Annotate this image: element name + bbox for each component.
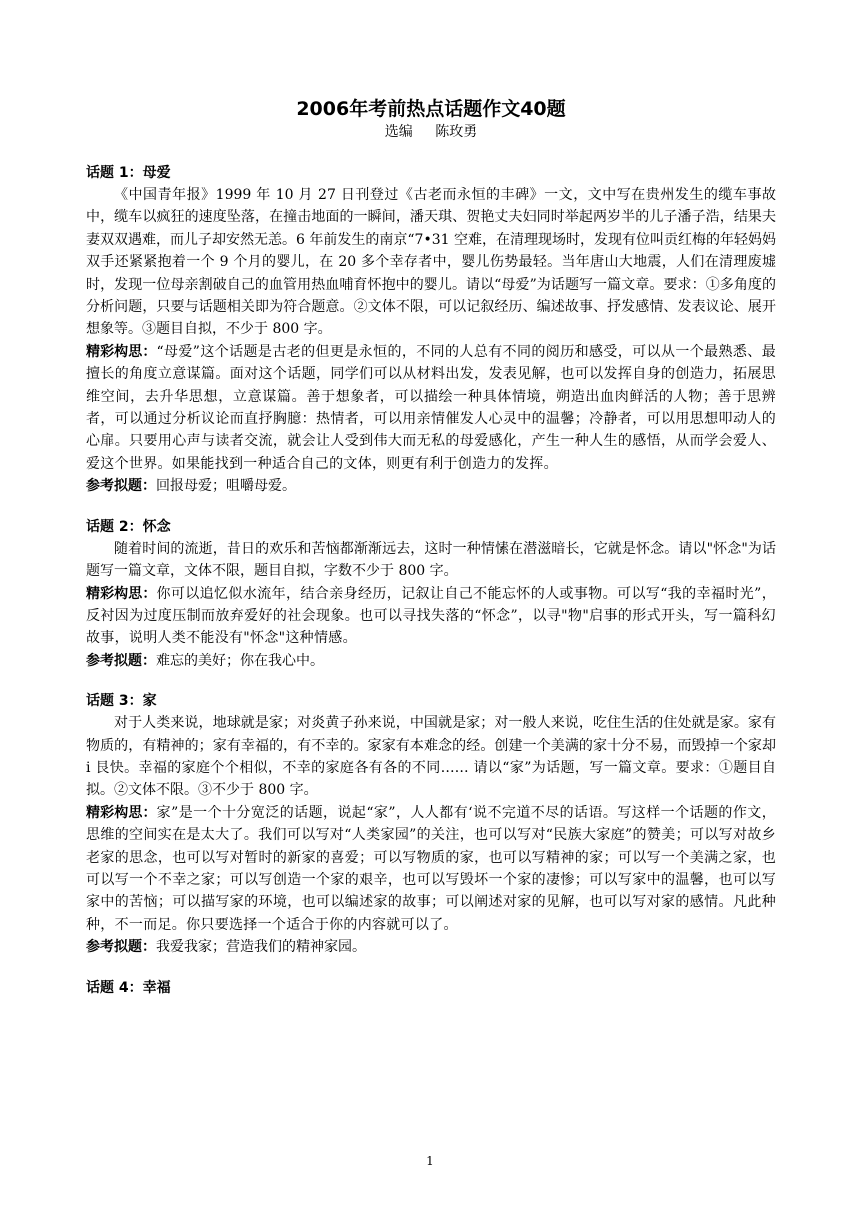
topic-3 <box>86 690 776 958</box>
idea-text: “母爱”这个话题是古老的但更是永恒的，不同的人总有不同的阅历和感受，可以从一个最熟悉、最擅长的角度立意谋篇。面对这个话题，同学们可以从材料出发，发表见解，也可以发挥自身的创造力，拓展思维空间，去升华思想，立意谋篇。善于想象者，可以描绘一种具体情境，朔造出血肉鲜活的人物；善于思辨者，可以通过分析议论而直抒胸臆：热情者，可以用亲情催发人心灵中的温馨；冷静者，可以用思想叩动人的心扉。只要用心声与读者交流，就会让人受到伟大而无私的母爱感化，产生一种人生的感悟，从而学会爱人、爱这个世界。如果能找到一种适合自己的文体，则更有利于创造力的发挥。 <box>86 343 776 472</box>
topic-2 <box>86 516 776 672</box>
idea-paragraph <box>86 802 776 936</box>
idea-text: 你可以追忆似水流年，结合亲身经历，记叙让自己不能忘怀的人或事物。可以写“我的幸福时光”，反衬因为过度压制而放弃爱好的社会现象。也可以寻找失落的“怀念”，以寻"物"启事的形式开头，写一篇科幻故事，说明人类不能没有"怀念"这种情感。 <box>86 585 776 647</box>
topic-heading: 话题 2：怀念 <box>86 518 171 535</box>
topic-heading: 话题 3：家 <box>86 693 157 710</box>
topic-heading: 话题 4：幸福 <box>86 979 171 996</box>
topic-prompt: 随着时间的流逝，昔日的欢乐和苦恼都渐渐远去，这时一种情愫在潜滋暗长，它就是怀念。请以"怀念"为话题写一篇文章，文体不限，题目自拟，字数不少于 800 字。 <box>86 540 776 580</box>
idea-label: 精彩构思： <box>86 804 157 821</box>
document-title: 2006年考前热点话题作文40题 <box>296 98 566 120</box>
idea-label: 精彩构思： <box>86 585 157 602</box>
topic-prompt: 《中国青年报》1999 年 10 月 27 日刊登过《古老而永恒的丰碑》一文，文中写在贵州发生的缆车事故中，缆车以疯狂的速度坠落，在撞击地面的一瞬间，潘天琪、贺艳丈夫妇同时举起两岁半的儿子潘子浩，结果夫妻双双遇难，而儿子却安然无恙。6 年前发生的南京“7•31 空难，在清理现场时，发现有位叫贡红梅的年轻妈妈双手还紧紧抱着一个 9 个月的婴儿，在 20 多个幸存者中，婴儿伤势最轻。当年唐山大地震，人们在清理废墟时，发现一位母亲割破自己的血管用热血哺育怀抱中的婴儿。请以“母爱”为话题写一篇文章。要求：①多角度的分析问题，只要与话题相关即为符合题意。②文体不限，可以记叙经历、编述故事、抒发感情、发表议论、展开想象等。③题目自拟，不少于 800 字。 <box>86 187 776 338</box>
reference-text: 我爱我家；营造我们的精神家园。 <box>156 939 366 956</box>
topic-prompt: 对于人类来说，地球就是家；对炎黄子孙来说，中国就是家；对一般人来说，吃住生活的住处就是家。家有物质的，有精神的；家有幸福的，有不幸的。家家有本难念的经。创建一个美满的家十分不易，而毁掉一个家却 i 艮快。幸福的家庭个个相似，不幸的家庭各有各的不同…… 请以“家”为话题，写一篇文章。要求：①题目自拟。②文体不限。③不少于 800 字。 <box>86 715 776 799</box>
topic-1 <box>86 162 776 498</box>
reference-text: 回报母爱；咀嚼母爱。 <box>156 478 296 495</box>
idea-paragraph <box>86 583 776 650</box>
idea-label: 精彩构思： <box>86 343 157 360</box>
reference-label: 参考拟题： <box>86 939 156 956</box>
reference-paragraph <box>86 936 776 958</box>
reference-paragraph <box>86 650 776 672</box>
document-subtitle: 选编 陈玫勇 <box>384 124 478 140</box>
topic-heading: 话题 1：母爱 <box>86 165 171 181</box>
page-number: 1 <box>426 1154 434 1168</box>
reference-text: 难忘的美好；你在我心中。 <box>156 652 324 669</box>
idea-text: 家”是一个十分宽泛的话题，说起“家”，人人都有‘说不完道不尽的话语。写这样一个话题的作文，思维的空间实在是太大了。我们可以写对“人类家园”的关注，也可以写对“民族大家庭”的赞美；可以写对故乡老家的思念，也可以写对暂时的新家的喜爱；可以写物质的家，也可以写精神的家；可以写一个美满之家，也可以写一个不幸之家；可以写创造一个家的艰辛，也可以写毁坏一个家的凄惨；可以写家中的温馨，也可以写家中的苦恼；可以描写家的环境，也可以编述家的故事；可以阐述对家的见解，也可以写对家的感情。凡此种种，不一而足。你只要选择一个适合于你的内容就可以了。 <box>86 804 776 933</box>
document-page <box>86 96 776 1017</box>
reference-label: 参考拟题： <box>86 652 156 669</box>
reference-paragraph <box>86 475 776 497</box>
reference-label: 参考拟题： <box>86 478 156 495</box>
idea-paragraph <box>86 341 776 475</box>
topic-4 <box>86 977 776 999</box>
